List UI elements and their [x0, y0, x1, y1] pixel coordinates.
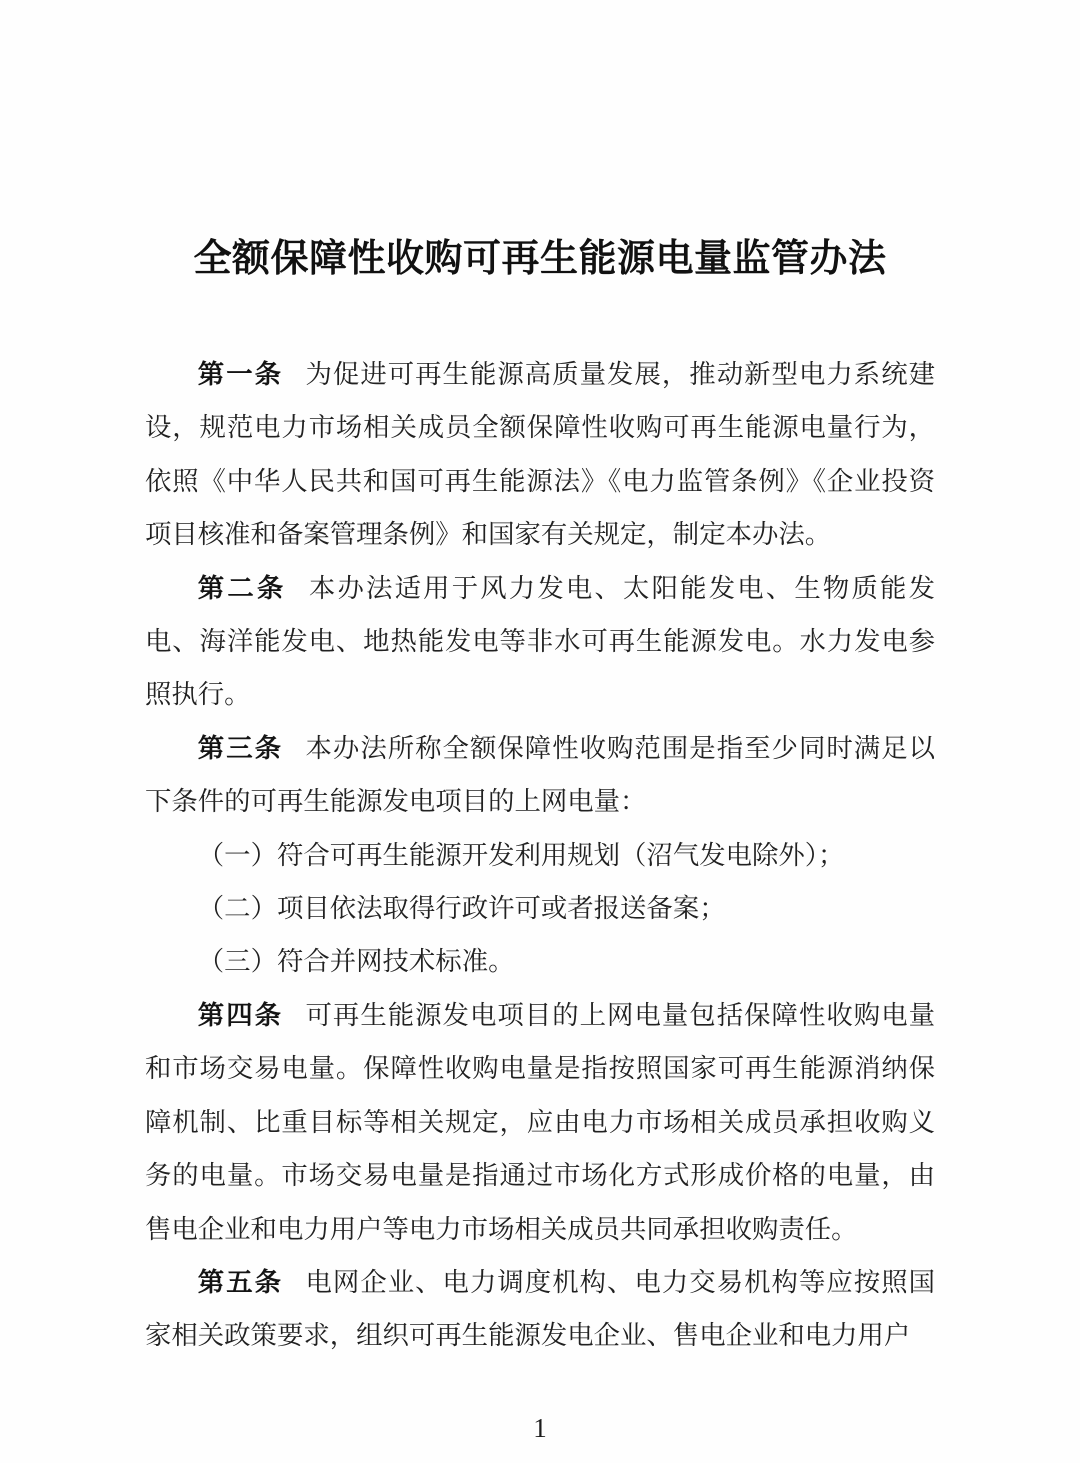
article-paragraph-4: [145, 989, 935, 1256]
article-label: 第三条: [197, 732, 284, 763]
article-label: 第一条: [197, 359, 284, 389]
article-paragraph-3: [145, 722, 935, 829]
article-text: 电网企业、电力调度机构、电力交易机构等应按照国家相关政策要求，组织可再生能源发电企业、售电企业和电力用户: [145, 1266, 936, 1351]
list-item-text: （一）符合可再生能源开发利用规划（沼气发电除外）；: [197, 839, 845, 870]
list-item-text: （二）项目依法取得行政许可或者报送备案；: [197, 893, 726, 924]
document-title: 全额保障性收购可再生能源电量监管办法: [193, 238, 887, 280]
page-number: 1: [533, 1413, 547, 1443]
content-column: [145, 0, 935, 1363]
article-text: 为促进可再生能源高质量发展，推动新型电力系统建设，规范电力市场相关成员全额保障性收购可再生能源电量行为，依照《中华人民共和国可再生能源法》《电力监管条例》《企业投资项目核准和备案管理条例》和国家有关规定，制定本办法。: [145, 359, 936, 550]
article-text: 本办法适用于风力发电、太阳能发电、生物质能发电、海洋能发电、地热能发电等非水可再生能源发电。水力发电参照执行。: [145, 572, 935, 710]
article-label: 第五条: [197, 1266, 284, 1297]
article-paragraph-5: [145, 1256, 935, 1363]
article-paragraph-1: [145, 348, 935, 562]
article-label: 第四条: [197, 999, 284, 1030]
article-paragraph-2: [145, 562, 935, 722]
list-item-1: [145, 829, 935, 882]
list-item-text: （三）符合并网技术标准。: [197, 946, 515, 977]
article-text: 可再生能源发电项目的上网电量包括保障性收购电量和市场交易电量。保障性收购电量是指按照国家可再生能源消纳保障机制、比重目标等相关规定，应由电力市场相关成员承担收购义务的电量。市场交易电量是指通过市场化方式形成价格的电量，由售电企业和电力用户等电力市场相关成员共同承担收购责任。: [145, 999, 936, 1244]
document-body: [145, 348, 935, 1363]
list-item-2: [145, 882, 935, 935]
list-item-3: [145, 935, 935, 988]
article-label: 第二条: [197, 572, 287, 603]
article-text: 本办法所称全额保障性收购范围是指至少同时满足以下条件的可再生能源发电项目的上网电量：: [145, 732, 936, 817]
